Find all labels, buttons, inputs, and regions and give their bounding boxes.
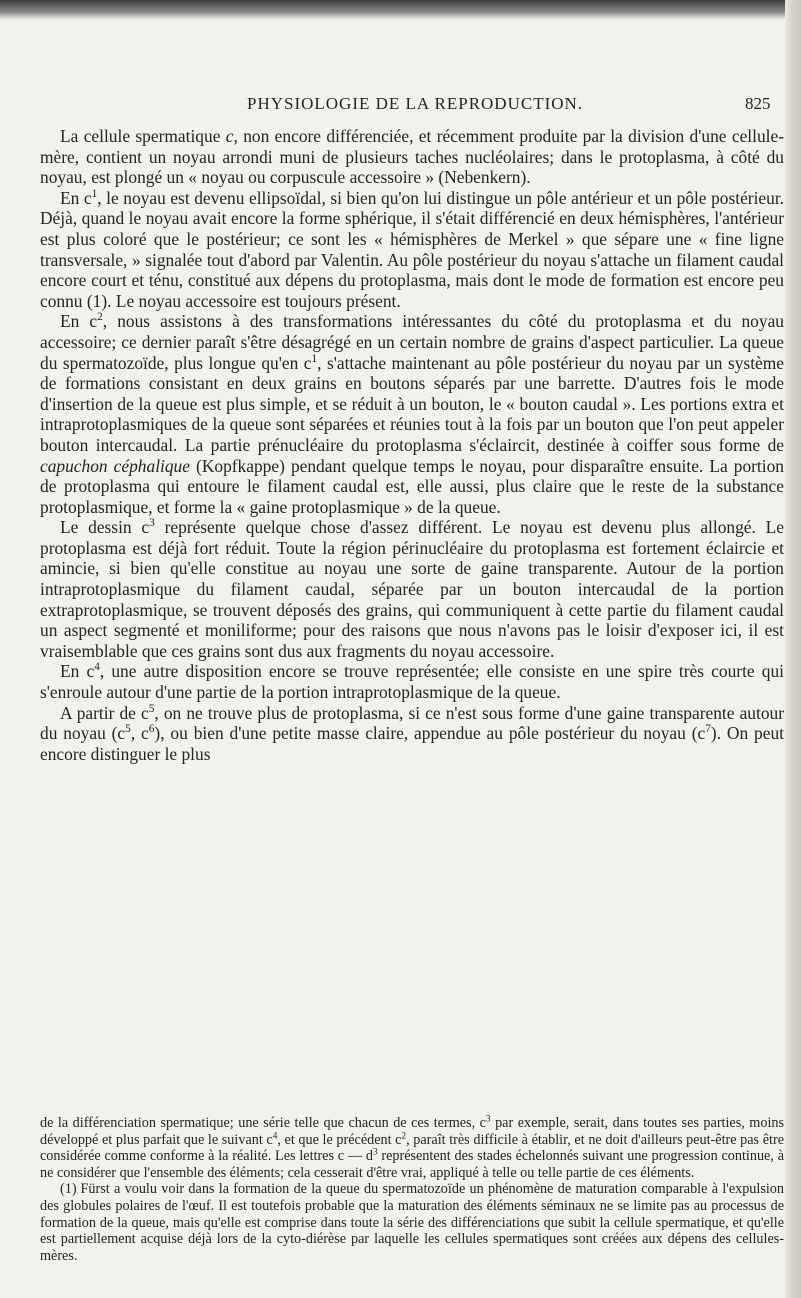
stage-superscript: 4 [272, 1129, 278, 1140]
text-run: représentent des stades échelonnés suivant une progression continue, à ne considérer que l'ensemble des éléments; cela cesserait d'être vrai, appliqué à telle ou telle partie de ces éléments. [40, 1148, 784, 1181]
paragraph [40, 126, 784, 188]
italic-term: capuchon céphalique [40, 455, 190, 476]
paragraph [40, 661, 784, 702]
text-run: Le dessin c [60, 517, 150, 538]
text-run: En c [60, 311, 98, 332]
stage-superscript: 3 [372, 1146, 378, 1157]
stage-superscript: 1 [91, 187, 98, 200]
footnote [40, 1115, 784, 1181]
text-run: , une autre disposition encore se trouve représentée; elle consiste en une spire très courte qui s'enroule autour d'une partie de la portion intraprotoplasmique de la queue. [40, 661, 784, 703]
text-run: En c [60, 661, 95, 682]
text-run: de la différenciation spermatique; une série telle que chacun de ces termes, c [40, 1115, 486, 1131]
text-run: La cellule spermatique [60, 126, 226, 146]
text-run: , on ne trouve plus de protoplasma, si ce n'est sous forme d'une gaine transparente autour du noyau (c [40, 702, 784, 744]
text-run: , non encore différenciée, et récemment produite par la division d'une cellule-mère, contient un noyau arrondi muni de plusieurs taches nucléolaires; dans le protoplasma, à côté du noyau, est plongé un « noyau ou corpuscule accessoire » (Nebenkern). [40, 126, 784, 188]
stage-superscript: 3 [149, 517, 155, 530]
book-gutter-edge [785, 0, 801, 1298]
stage-superscript: 5 [125, 723, 131, 736]
paragraph [40, 517, 784, 661]
text-run: , c [130, 723, 149, 744]
paragraph [40, 311, 784, 517]
stage-superscript: 6 [148, 723, 155, 736]
stage-superscript: 1 [311, 352, 318, 365]
text-run: , paraît très difficile à établir, et ne doit d'ailleurs peut-être pas être considérée comme conforme à la réalité. Les lettres c — d [40, 1131, 784, 1165]
stage-superscript: 5 [148, 702, 155, 715]
paragraph [40, 188, 784, 312]
stage-superscript: 7 [705, 723, 711, 736]
text-run: ), ou bien d'une petite masse claire, appendue au pôle postérieur du noyau (c [154, 723, 706, 744]
text-run: , le noyau est devenu ellipsoïdal, si bien qu'on lui distingue un pôle antérieur et un pôle postérieur. Déjà, quand le noyau avait encore la forme sphérique, il s'était différencié en deux hémisphères, l'antérieur est plus coloré que le postérieur; ce sont les « hémisphères de Merkel » que sépare une « fine ligne transversale, » signalée tout d'abord par Valentin. Au pôle postérieur du noyau s'attache un filament caudal encore court et ténu, constitué aux dépens du protoplasma, mais dont le mode de formation est encore peu connu (1). Le noyau accessoire est toujours présent. [40, 187, 785, 311]
text-run: , nous assistons à des transformations intéressantes du côté du protoplasma et du noyau accessoire; ce dernier paraît s'être désagrégé en un certain nombre de grains d'aspect particulier. La queue du spermatozoïde, plus longue qu'en c [40, 311, 784, 373]
text-run: A partir de c [60, 702, 149, 723]
running-header [40, 94, 784, 124]
footnote-mark: (1) [60, 1181, 77, 1198]
stage-superscript: 4 [94, 661, 100, 674]
italic-term: c [225, 126, 234, 146]
stage-superscript: 2 [97, 311, 103, 324]
stage-superscript: 3 [485, 1113, 491, 1124]
text-run: , s'attache maintenant au pôle postérieur du noyau par un système de formations consistant en deux grains en boutons séparés par une barrette. D'autres fois le mode d'insertion de la queue est plus simple, et se réduit à un bouton, le « bouton caudal ». Les portions extra et intraprotoplasmiques de la queue sont séparées et réunies tout à la fois par un bouton que l'on peut appeler bouton intercaudal. La partie prénucléaire du protoplasma s'éclaircit, destinée à coiffer sous forme de [40, 352, 784, 455]
text-run: Fürst a voulu voir dans la formation de la queue du spermatozoïde un phénomène de maturation comparable à l'expulsion des globules polaires de l'œuf. Il est toutefois probable que la maturation des éléments séminaux ne se limite pas au processus de formation de la queue, mais qu'elle est comprise dans toute la série des différenciations que subit la cellule spermatique, et qu'elle est partiellement acquise déjà lors de la cyto-diérèse par laquelle les cellules spermatiques sont créées aux dépens des cellules-mères. [40, 1181, 784, 1264]
text-run: représente quelque chose d'assez différent. Le noyau est devenu plus allongé. Le protoplasma est déjà fort réduit. Toute la région périnucléaire du protoplasma est fortement éclaircie et amincie, si bien qu'elle constitue au noyau une sorte de gaine transparente. Autour de la portion intraprotoplasmique du filament caudal, séparée par un bouton intercaudal de la portion extraprotoplasmique, se trouvent déposés des grains, qui communiquent à cette partie du filament caudal un aspect segmenté et moniliforme; pour des raisons que nous n'avons pas le loisir d'exposer ici, il est vraisemblable que ces grains sont dus aux fragments du noyau accessoire. [40, 517, 785, 661]
text-run: (Kopfkappe) pendant quelque temps le noyau, pour disparaître ensuite. La portion de protoplasma qui entoure le filament caudal est, elle aussi, plus claire que le reste de la substance protoplasmique, et forme la « gaine protoplasmique » de la queue. [40, 455, 784, 517]
text-run: ). On peut encore distinguer le plus [40, 723, 784, 764]
stage-superscript: 2 [401, 1129, 407, 1140]
body-text [40, 126, 784, 764]
paragraph [40, 703, 784, 765]
running-title: PHYSIOLOGIE DE LA REPRODUCTION. [247, 94, 584, 113]
text-run: En c [60, 187, 92, 208]
footnotes [40, 1115, 784, 1264]
page-number: 825 [745, 94, 771, 113]
text-run: par exemple, serait, dans toutes ses parties, moins développé et plus parfait que le suivant c [40, 1115, 784, 1148]
text-run: , et que le précédent c [277, 1131, 402, 1148]
footnote [40, 1181, 784, 1264]
page-top-shadow [0, 0, 801, 20]
